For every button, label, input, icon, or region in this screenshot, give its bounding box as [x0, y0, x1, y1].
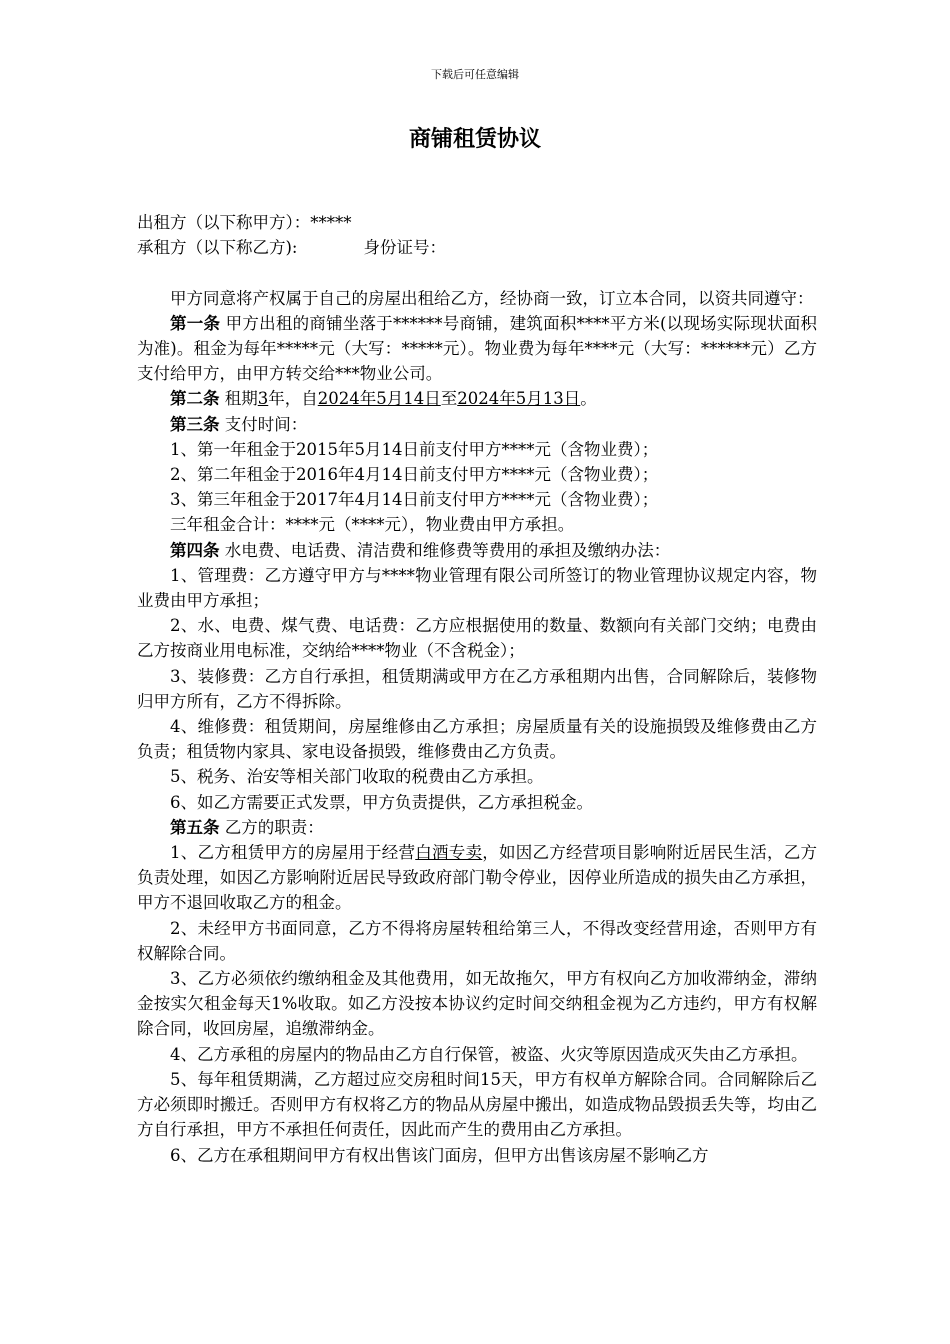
lease-end-date: 2024年5月13日 [457, 389, 581, 409]
article-4-item: 5、税务、治安等相关部门收取的税费由乙方承担。 [170, 767, 544, 787]
article-3-text: 支付时间： [219, 414, 308, 434]
article-3-item: 1、第一年租金于2015年5月14日前支付甲方****元（含物业费）； [170, 439, 659, 459]
article-4 [137, 538, 817, 563]
intro-paragraph: 甲方同意将产权属于自己的房屋出租给乙方，经协商一致，订立本合同，以资共同遵守： [170, 288, 814, 308]
article-5-text: 乙方的职责： [219, 817, 324, 837]
article-2-text: 租期 [219, 389, 258, 409]
article-5 [137, 815, 817, 840]
lessee-label: 承租方（以下称乙方): [137, 238, 298, 258]
header-note: 下载后可任意编辑 [431, 68, 519, 81]
article-5-label: 第五条 [170, 817, 220, 837]
article-2 [137, 386, 817, 411]
article-5-item: 3、乙方必须依约缴纳租金及其他费用，如无故拖欠，甲方有权向乙方加收滞纳金，滞纳金按实欠租金每天1%收取。如乙方没按本协议约定时间交纳租金视为乙方违约，甲方有权解除合同，收回房屋，追缴滞纳金。 [137, 969, 817, 1039]
business-purpose: 白酒专卖 [415, 843, 483, 863]
article-4-item: 3、装修费：乙方自行承担，租赁期满或甲方在乙方承租期内出售，合同解除后，装修物归甲方所有，乙方不得拆除。 [137, 666, 817, 711]
lease-start-date: 2024年5月14日 [317, 389, 441, 409]
article-3-total: 三年租金合计：****元（****元），物业费由甲方承担。 [170, 515, 575, 535]
lease-years: 3 [257, 389, 269, 409]
article-2-text: 。 [580, 389, 597, 409]
article-4-item: 6、如乙方需要正式发票，甲方负责提供，乙方承担税金。 [170, 792, 593, 812]
article-4-item: 2、水、电费、煤气费、电话费：乙方应根据使用的数量、数额向有关部门交纳；电费由乙方按商业用电标准，交纳给****物业（不含税金）； [137, 616, 817, 661]
article-3 [137, 412, 817, 437]
article-5-item-text: ，如因乙方经营项目影响附近居民生活，乙方负责处理，如因乙方影响附近居民导致政府部门勒令停业，因停业所造成的损失由乙方承担，甲方不退回收取乙方的租金。 [137, 843, 817, 913]
article-1 [137, 311, 817, 387]
article-4-item: 1、管理费：乙方遵守甲方与****物业管理有限公司所签订的物业管理协议规定内容，物业费由甲方承担； [137, 565, 817, 611]
article-4-label: 第四条 [170, 540, 220, 560]
article-4-item: 4、维修费：租赁期间，房屋维修由乙方承担；房屋质量有关的设施损毁及维修费由乙方负责；租赁物内家具、家电设备损毁，维修费由乙方负责。 [137, 717, 817, 762]
document-title: 商铺租赁协议 [408, 127, 541, 152]
article-4-text: 水电费、电话费、清洁费和维修费等费用的承担及缴纳办法： [219, 540, 671, 560]
article-1-text: 甲方出租的商铺坐落于******号商铺，建筑面积****平方米(以现场实际现状面积为准)。租金为每年*****元（大写：*****元）。物业费为每年****元（大写：******元）乙方支付给甲方，由甲方转交给***物业公司。 [137, 313, 818, 384]
article-5-item [137, 840, 817, 916]
article-5-item: 4、乙方承租的房屋内的物品由乙方自行保管，被盗、火灾等原因造成灭失由乙方承担。 [170, 1044, 808, 1064]
article-2-text: 至 [440, 389, 458, 409]
id-label: 身份证号： [363, 238, 446, 258]
article-3-item: 3、第三年租金于2017年4月14日前支付甲方****元（含物业费）； [170, 490, 659, 510]
article-3-item: 2、第二年租金于2016年4月14日前支付甲方****元（含物业费）； [170, 465, 659, 485]
article-2-label: 第二条 [170, 389, 220, 409]
article-2-text: 年，自 [268, 389, 318, 409]
article-5-item-text: 1、乙方租赁甲方的房屋用于经营 [170, 843, 416, 863]
lessee-line [137, 235, 817, 260]
lessor-line: 出租方（以下称甲方）：***** [137, 213, 352, 232]
article-3-label: 第三条 [170, 414, 220, 434]
document-body [137, 210, 817, 1168]
article-5-item: 2、未经甲方书面同意，乙方不得将房屋转租给第三人，不得改变经营用途，否则甲方有权解除合同。 [137, 918, 817, 963]
article-5-item: 5、每年租赁期满，乙方超过应交房租时间15天，甲方有权单方解除合同。合同解除后乙方必须即时搬迁。否则甲方有权将乙方的物品从房屋中搬出，如造成物品毁损丢失等，均由乙方自行承担，甲方不承担任何责任，因此而产生的费用由乙方承担。 [137, 1069, 817, 1140]
article-5-item: 6、乙方在承租期间甲方有权出售该门面房，但甲方出售该房屋不影响乙方 [170, 1145, 709, 1165]
article-1-label: 第一条 [170, 313, 221, 333]
